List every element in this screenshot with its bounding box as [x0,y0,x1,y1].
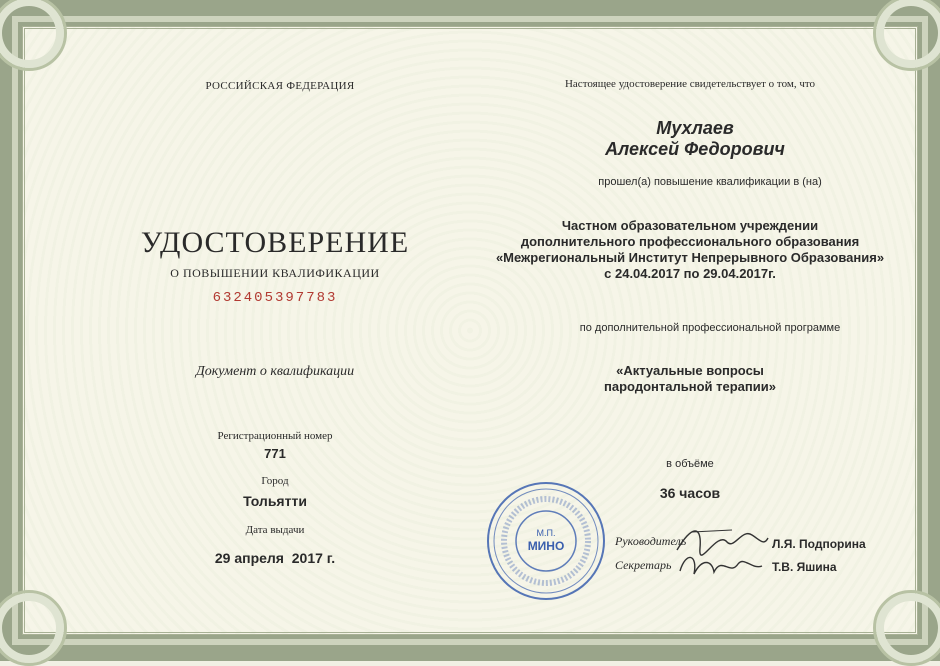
institution [480,218,900,282]
intro-text: Настоящее удостоверение свидетельствует о том, что [564,78,816,90]
secretary-name: Т.В. Яшина [772,560,837,574]
head-name: Л.Я. Подпорина [772,537,866,551]
holder-surname: Мухлаев [656,118,734,138]
volume-label: в объёме [666,458,714,470]
stamp-mp: М.П. [536,528,556,538]
institution-line: Частном образовательном учреждении [561,218,819,233]
issue-date-value: 29 апреля 2017 г. [214,550,336,566]
corner-ornament [873,0,940,71]
passed-text: прошел(а) повышение квалификации в (на) [598,176,822,188]
serial-number: 632405397783 [212,290,338,306]
institution-line: «Межрегиональный Институт Непрерывного Образования» [495,250,885,265]
holder-name [560,118,830,160]
institution-line: дополнительного профессионального образования [520,234,860,249]
reg-number-label: Регистрационный номер [217,430,333,442]
official-stamp [485,480,607,602]
stamp-center-text: МИНО [527,539,565,553]
holder-given-names: Алексей Федорович [605,139,785,159]
program-line: «Актуальные вопросы [616,363,764,378]
certificate-subtitle: О ПОВЫШЕНИИ КВАЛИФИКАЦИИ [170,266,380,280]
issue-date-label: Дата выдачи [245,524,305,536]
city-value: Тольятти [243,493,307,509]
certificate-title: УДОСТОВЕРЕНИЕ [140,226,410,259]
document-type: Документ о квалификации [195,364,355,379]
program-label: по дополнительной профессиональной программе [579,322,841,334]
corner-ornament [0,0,67,71]
head-label: Руководитель [615,534,687,548]
hours-value: 36 часов [659,485,721,501]
secretary-label: Секретарь [615,558,672,572]
secretary-signature [672,546,767,586]
corner-ornament [873,590,940,666]
reg-number-value: 771 [264,446,286,461]
country-label: РОССИЙСКАЯ ФЕДЕРАЦИЯ [205,80,355,92]
training-period: с 24.04.2017 по 29.04.2017г. [604,266,776,281]
program-line: пародонтальной терапии» [604,379,776,394]
program-name [540,363,840,395]
city-label: Город [261,475,289,487]
